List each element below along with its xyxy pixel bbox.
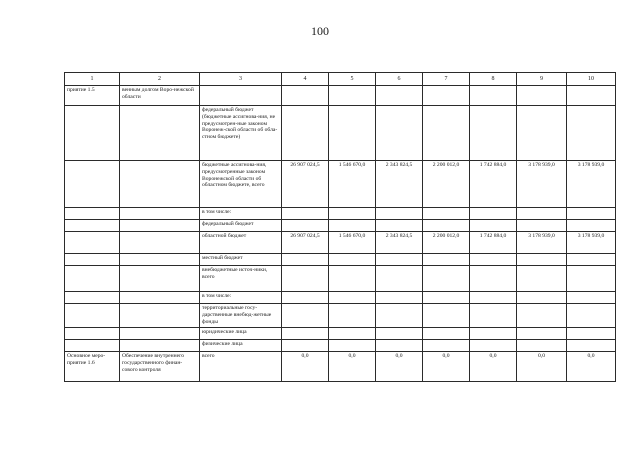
activity-status-cell	[65, 266, 120, 292]
value-cell	[517, 220, 567, 232]
table-body	[65, 73, 616, 382]
table-row	[65, 304, 616, 328]
value-cell	[567, 340, 616, 352]
activity-status-cell: Основное меро-приятие 1.6	[65, 352, 120, 382]
table-row	[65, 208, 616, 220]
value-cell	[376, 86, 423, 106]
value-cell	[376, 304, 423, 328]
activity-status-cell	[65, 232, 120, 254]
column-number-cell: 1	[65, 73, 120, 86]
value-cell	[567, 86, 616, 106]
value-cell	[376, 292, 423, 304]
value-cell	[470, 208, 517, 220]
value-cell	[567, 292, 616, 304]
value-cell	[282, 340, 329, 352]
funding-source-cell: в том числе:	[200, 208, 282, 220]
page-number: 100	[311, 24, 329, 38]
funding-source-cell: юридические лица	[200, 328, 282, 340]
value-cell	[470, 220, 517, 232]
column-number-cell: 3	[200, 73, 282, 86]
table-row	[65, 254, 616, 266]
activity-status-cell	[65, 220, 120, 232]
activity-name-cell	[120, 220, 200, 232]
column-number-cell: 10	[567, 73, 616, 86]
value-cell	[517, 304, 567, 328]
value-cell	[423, 328, 470, 340]
value-cell	[329, 86, 376, 106]
value-cell	[376, 208, 423, 220]
value-cell	[517, 254, 567, 266]
value-cell	[567, 304, 616, 328]
value-cell	[470, 328, 517, 340]
value-cell	[517, 292, 567, 304]
activity-status-cell	[65, 292, 120, 304]
value-cell	[470, 86, 517, 106]
value-cell	[329, 208, 376, 220]
value-cell	[423, 266, 470, 292]
activity-status-cell	[65, 340, 120, 352]
budget-table	[64, 72, 616, 382]
activity-name-cell	[120, 254, 200, 266]
value-cell	[329, 254, 376, 266]
value-cell: 26 907 024,5	[282, 232, 329, 254]
value-cell	[376, 106, 423, 161]
activity-name-cell	[120, 292, 200, 304]
activity-status-cell	[65, 208, 120, 220]
activity-status-cell	[65, 106, 120, 161]
value-cell	[470, 292, 517, 304]
value-cell: 3 178 939,0	[517, 232, 567, 254]
value-cell: 2 200 012,0	[423, 232, 470, 254]
activity-status-cell	[65, 328, 120, 340]
table-row	[65, 292, 616, 304]
value-cell	[423, 220, 470, 232]
activity-status-cell	[65, 161, 120, 208]
activity-name-cell	[120, 328, 200, 340]
table-row	[65, 161, 616, 208]
funding-source-cell: областной бюджет	[200, 232, 282, 254]
value-cell: 0,0	[423, 352, 470, 382]
value-cell	[376, 220, 423, 232]
value-cell: 1 546 670,0	[329, 161, 376, 208]
value-cell	[282, 304, 329, 328]
table-row	[65, 220, 616, 232]
value-cell	[329, 292, 376, 304]
value-cell	[282, 86, 329, 106]
column-number-cell: 6	[376, 73, 423, 86]
value-cell	[376, 266, 423, 292]
value-cell	[329, 328, 376, 340]
value-cell	[282, 208, 329, 220]
value-cell	[376, 340, 423, 352]
value-cell	[567, 208, 616, 220]
table-row	[65, 328, 616, 340]
value-cell	[423, 86, 470, 106]
value-cell: 0,0	[376, 352, 423, 382]
value-cell	[329, 266, 376, 292]
value-cell: 0,0	[567, 352, 616, 382]
column-number-cell: 8	[470, 73, 517, 86]
value-cell: 3 178 939,0	[517, 161, 567, 208]
value-cell	[517, 86, 567, 106]
activity-name-cell: венным долгом Воро-нежской области	[120, 86, 200, 106]
value-cell	[329, 220, 376, 232]
value-cell	[282, 254, 329, 266]
column-number-cell: 7	[423, 73, 470, 86]
value-cell	[470, 266, 517, 292]
value-cell	[282, 266, 329, 292]
value-cell	[329, 340, 376, 352]
value-cell: 1 742 884,0	[470, 232, 517, 254]
value-cell	[517, 340, 567, 352]
value-cell	[329, 106, 376, 161]
activity-name-cell: Обеспечение внутреннего государственного финан-сового контроля	[120, 352, 200, 382]
value-cell	[423, 292, 470, 304]
funding-source-cell: в том числе:	[200, 292, 282, 304]
value-cell	[470, 254, 517, 266]
funding-source-cell: территориальные госу-дарственные внебюд-жетные фонды	[200, 304, 282, 328]
column-number-cell: 5	[329, 73, 376, 86]
value-cell	[567, 266, 616, 292]
value-cell	[517, 106, 567, 161]
funding-source-cell: всего	[200, 352, 282, 382]
funding-source-cell: федеральный бюджет	[200, 220, 282, 232]
activity-name-cell	[120, 266, 200, 292]
value-cell: 0,0	[282, 352, 329, 382]
value-cell	[567, 220, 616, 232]
column-number-cell: 9	[517, 73, 567, 86]
table-row	[65, 352, 616, 382]
funding-source-cell: внебюджетные источ-ники, всего	[200, 266, 282, 292]
value-cell: 0,0	[517, 352, 567, 382]
value-cell	[470, 304, 517, 328]
activity-status-cell	[65, 304, 120, 328]
value-cell	[567, 254, 616, 266]
value-cell: 0,0	[329, 352, 376, 382]
value-cell: 3 178 939,0	[567, 232, 616, 254]
activity-name-cell	[120, 304, 200, 328]
value-cell	[282, 292, 329, 304]
funding-source-cell: местный бюджет	[200, 254, 282, 266]
value-cell: 1 546 670,0	[329, 232, 376, 254]
activity-name-cell	[120, 340, 200, 352]
value-cell: 2 343 824,5	[376, 161, 423, 208]
activity-name-cell	[120, 161, 200, 208]
value-cell: 3 178 939,0	[567, 161, 616, 208]
value-cell: 2 343 824,5	[376, 232, 423, 254]
value-cell	[470, 340, 517, 352]
value-cell	[517, 266, 567, 292]
value-cell	[423, 340, 470, 352]
funding-source-cell	[200, 86, 282, 106]
activity-name-cell	[120, 208, 200, 220]
value-cell	[329, 304, 376, 328]
table-row	[65, 266, 616, 292]
value-cell	[470, 106, 517, 161]
value-cell	[376, 254, 423, 266]
value-cell	[423, 254, 470, 266]
value-cell	[423, 304, 470, 328]
value-cell	[423, 106, 470, 161]
activity-status-cell	[65, 254, 120, 266]
table-row	[65, 86, 616, 106]
column-number-cell: 4	[282, 73, 329, 86]
activity-name-cell	[120, 232, 200, 254]
value-cell	[517, 328, 567, 340]
value-cell	[282, 106, 329, 161]
value-cell: 2 200 012,0	[423, 161, 470, 208]
value-cell	[282, 328, 329, 340]
value-cell	[517, 208, 567, 220]
value-cell	[376, 328, 423, 340]
table-row	[65, 106, 616, 161]
funding-source-cell: бюджетные ассигнова-ния, предусмотренные законом Воронежской области об областном бюджете, всего	[200, 161, 282, 208]
funding-source-cell: федеральный бюджет (бюджетные ассигнова-ния, не предусмотрен-ные законом Воронеж-ской области об обла-стном бюджете)	[200, 106, 282, 161]
activity-status-cell: приятие 1.5	[65, 86, 120, 106]
table-row	[65, 340, 616, 352]
activity-name-cell	[120, 106, 200, 161]
column-number-row	[65, 73, 616, 86]
value-cell: 0,0	[470, 352, 517, 382]
value-cell	[567, 328, 616, 340]
value-cell	[567, 106, 616, 161]
value-cell: 1 742 884,0	[470, 161, 517, 208]
column-number-cell: 2	[120, 73, 200, 86]
value-cell: 26 907 024,5	[282, 161, 329, 208]
funding-source-cell: физические лица	[200, 340, 282, 352]
value-cell	[423, 208, 470, 220]
table-row	[65, 232, 616, 254]
value-cell	[282, 220, 329, 232]
